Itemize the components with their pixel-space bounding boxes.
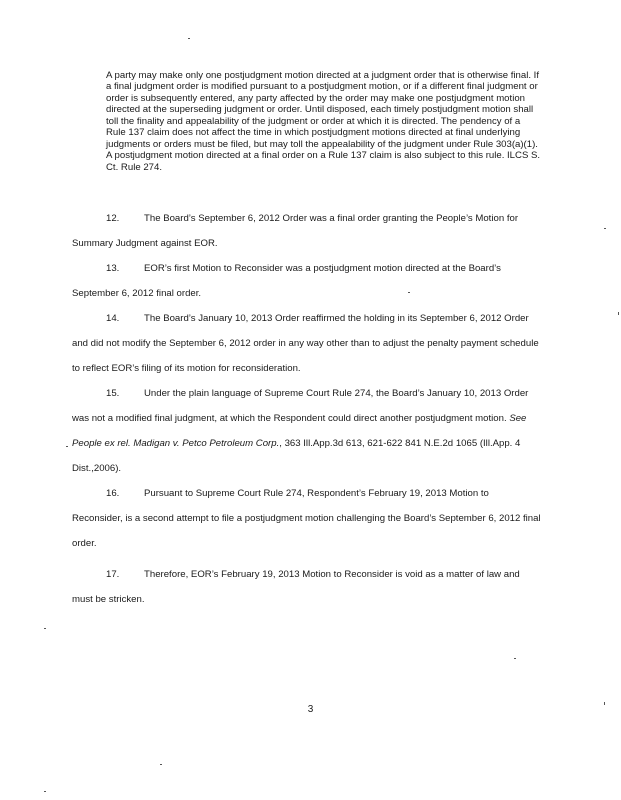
- paragraph-15: [72, 381, 542, 481]
- paragraph-14: [72, 306, 542, 381]
- paragraph-number: 13.: [106, 263, 120, 274]
- scan-speck: [618, 312, 619, 315]
- scan-speck: [604, 702, 605, 705]
- scan-speck: [604, 228, 606, 229]
- paragraph-number: 14.: [106, 313, 120, 324]
- scan-speck: [44, 791, 46, 792]
- paragraph-16: [72, 481, 542, 556]
- paragraph-number: 12.: [106, 213, 120, 224]
- scan-speck: [188, 38, 190, 39]
- scan-speck: [160, 764, 162, 765]
- paragraph-text: The Board’s January 10, 2013 Order reaffirmed the holding in its September 6, 2012 Order and did not modify the September 6, 2012 order in any way other than to adjust the penalty payment schedule to reflect EOR’s filing of its motion for reconsideration.: [72, 313, 539, 374]
- quote-text: A party may make only one postjudgment motion directed at a judgment order that is otherwise final. If a final judgment order is modified pursuant to a postjudgment motion, or if a different final judgment or order is subsequently entered, any party affected by the order may make one postjudgment motion directed at the superseding judgment or order. Until disposed, each timely postjudgment motion shall toll the finality and appealability of the judgment or order at which it is directed. The pendency of a Rule 137 claim does not affect the time in which postjudgment motions directed at final underlying judgments or orders must be filed, but may toll the appealability of the judgment under Rule 303(a)(1). A postjudgment motion directed at a final order on a Rule 137 claim is also subject to this rule. ILCS S. Ct. Rule 274.: [106, 70, 541, 173]
- case-citation: See People ex rel. Madigan v. Petco Petroleum Corp.: [72, 413, 527, 449]
- paragraph-number: 16.: [106, 488, 120, 499]
- paragraph-text: Therefore, EOR’s February 19, 2013 Motion to Reconsider is void as a matter of law and must be stricken.: [72, 569, 520, 605]
- scan-speck: [44, 628, 46, 629]
- scan-speck: [66, 446, 68, 447]
- paragraph-text: The Board’s September 6, 2012 Order was a final order granting the People’s Motion for Summary Judgment against EOR.: [72, 213, 519, 249]
- paragraph-13: [72, 256, 542, 306]
- paragraph-text: Under the plain language of Supreme Court Rule 274, the Board’s January 10, 2013 Order was not a modified final judgment, at which the Respondent could direct another postjudgment motion.: [72, 388, 529, 424]
- paragraph-12: [72, 206, 542, 256]
- paragraph-17: [72, 562, 542, 612]
- rule-274-block-quote: [106, 70, 542, 173]
- page-number: 3: [307, 704, 314, 715]
- paragraph-text: EOR’s first Motion to Reconsider was a postjudgment motion directed at the Board’s September 6, 2012 final order.: [72, 263, 501, 299]
- scan-speck: [408, 292, 410, 293]
- paragraph-number: 15.: [106, 388, 120, 399]
- paragraph-number: 17.: [106, 569, 120, 580]
- citation-reporter: , 363 Ill.App.3d 613, 621-622 841 N.E.2d 1065 (Ill.App. 4 Dist.,2006).: [72, 438, 521, 474]
- scan-speck: [514, 658, 516, 659]
- paragraph-text: Pursuant to Supreme Court Rule 274, Respondent’s February 19, 2013 Motion to Reconsider, is a second attempt to file a postjudgment motion challenging the Board’s September 6, 2012 final order.: [72, 488, 541, 549]
